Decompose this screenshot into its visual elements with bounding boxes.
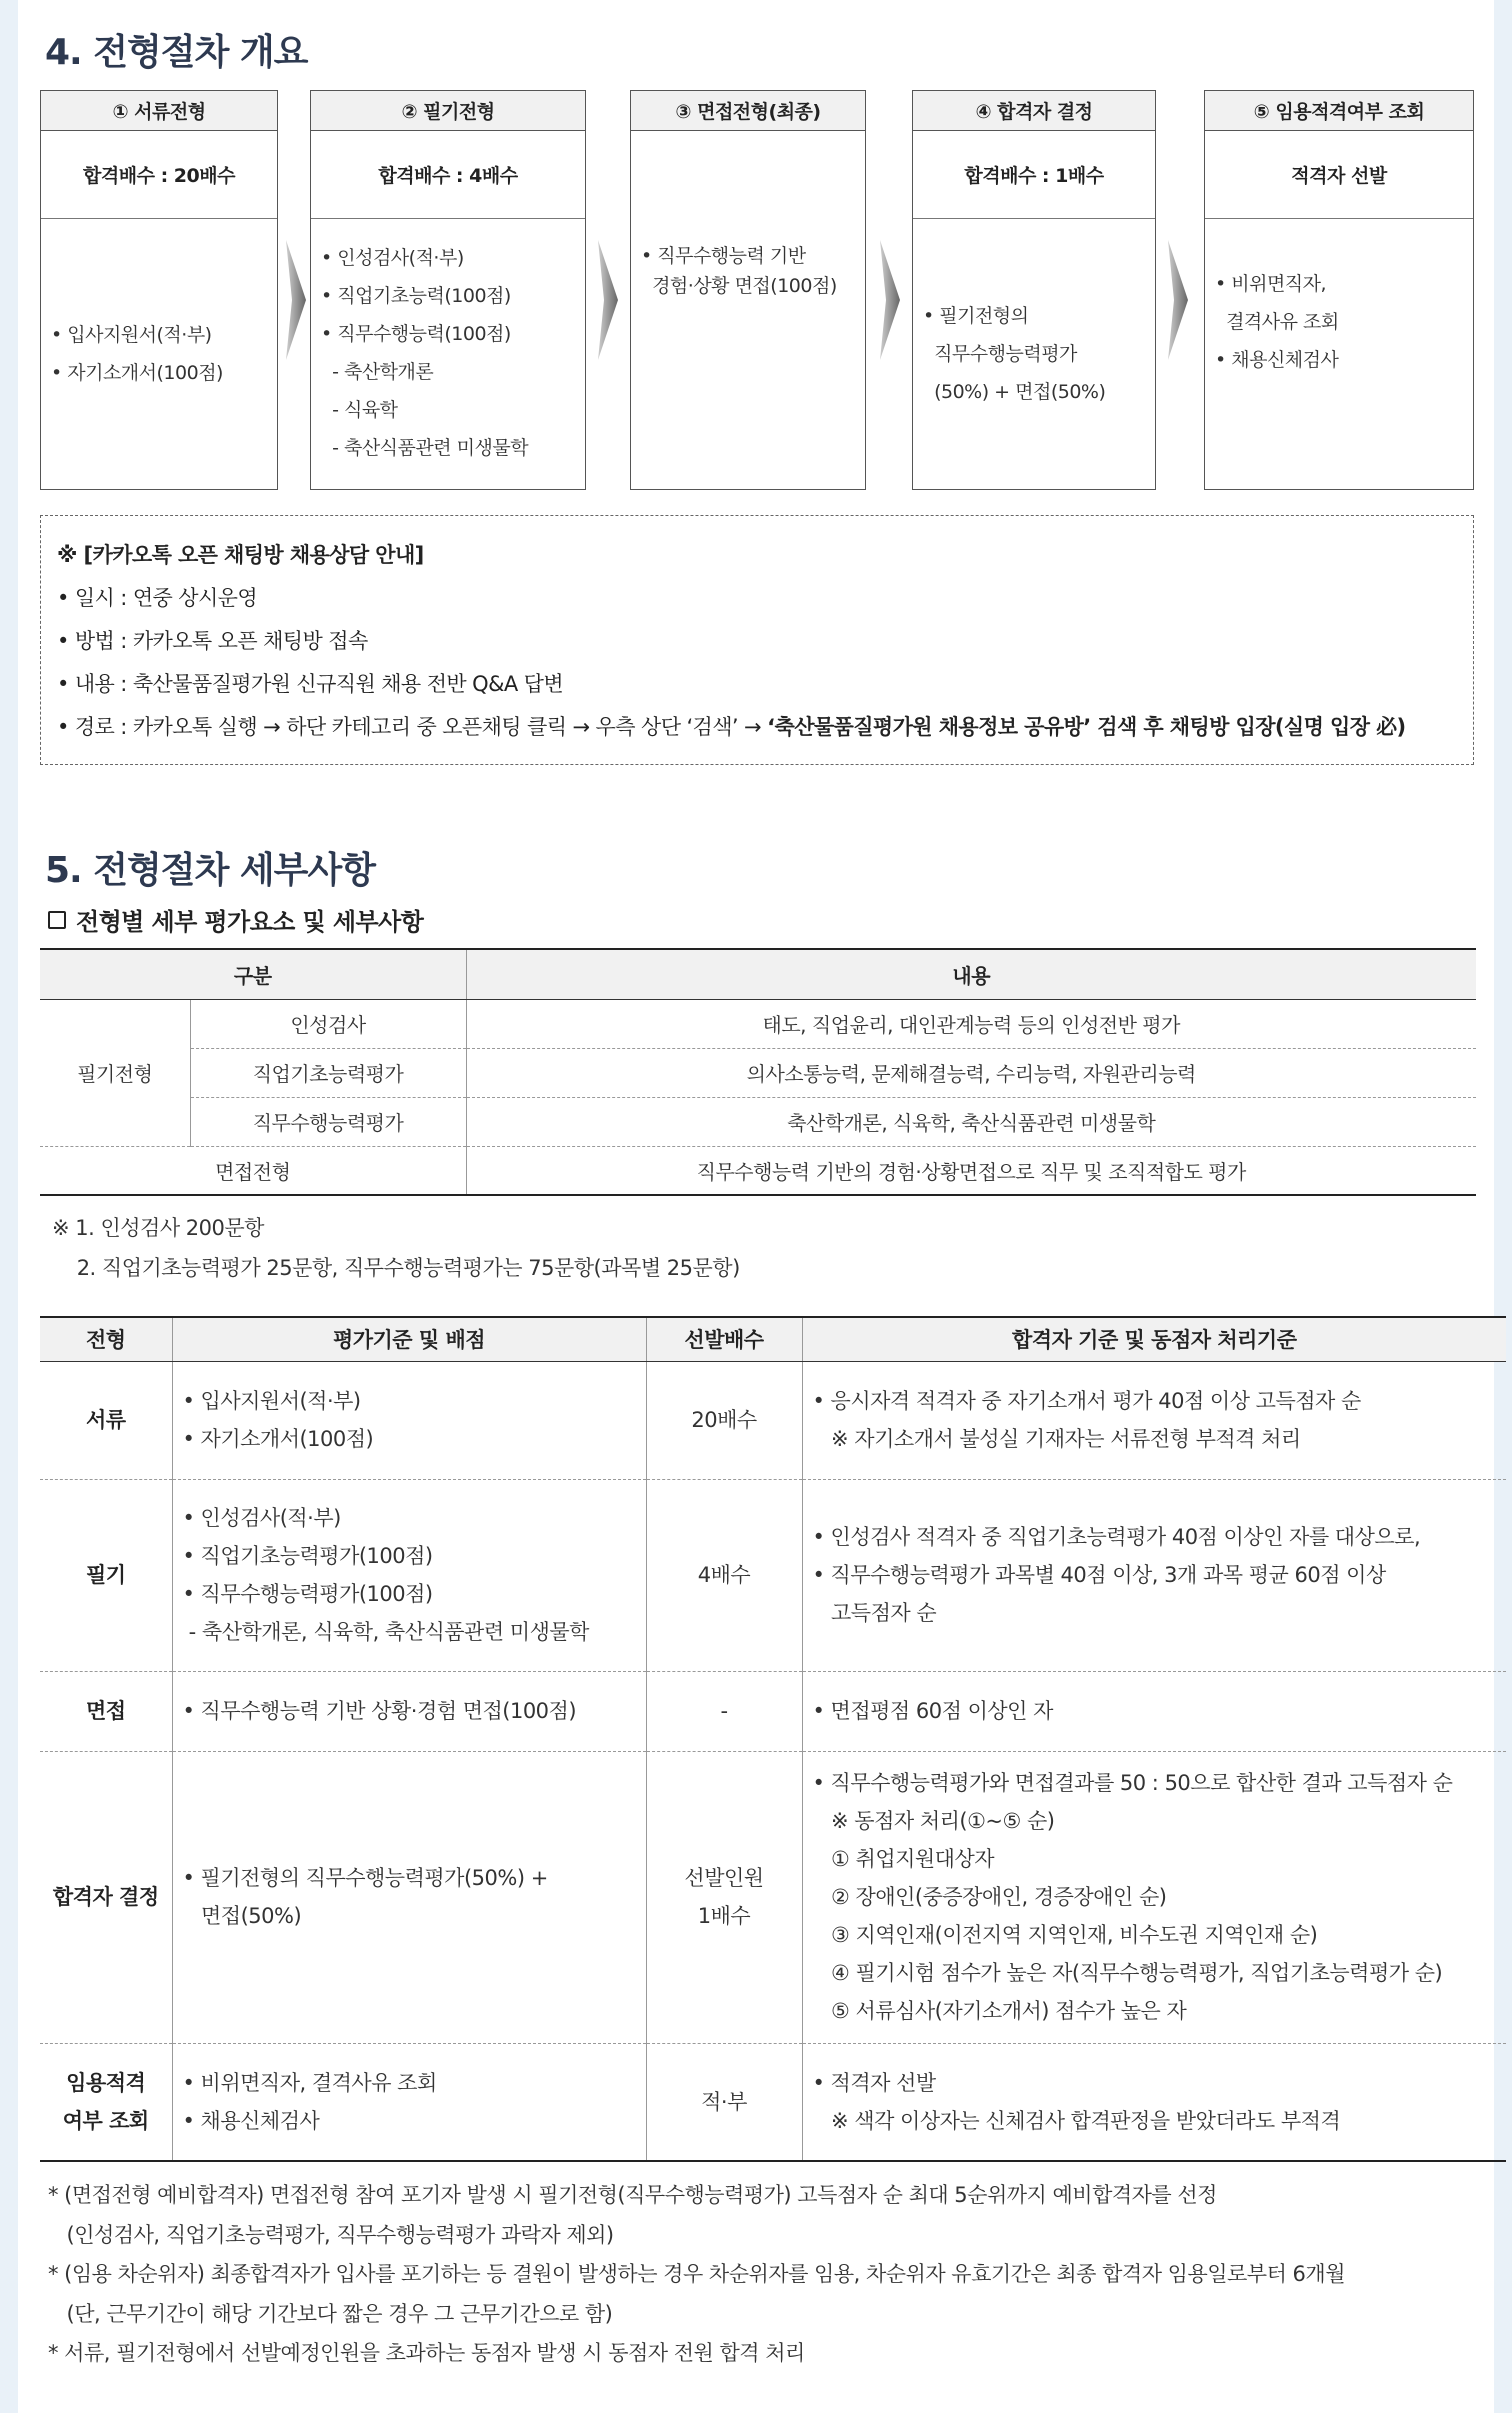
group-written: 필기전형 xyxy=(40,999,190,1146)
step-ratio: 합격배수 : 4배수 xyxy=(311,131,585,219)
step-head: ① 서류전형 xyxy=(41,91,277,131)
step-item: 결격사유 조회 xyxy=(1215,311,1339,333)
stage-cell: 면접 xyxy=(40,1671,172,1751)
kakao-chat-notice xyxy=(40,515,1474,765)
stage-cell: 합격자 결정 xyxy=(40,1751,172,2043)
standard-cell: • 면접평점 60점 이상인 자 xyxy=(802,1671,1506,1751)
stage-cell: 서류 xyxy=(40,1361,172,1479)
section4-title: 4. 전형절차 개요 xyxy=(45,32,308,73)
chevron-right-icon xyxy=(598,240,618,360)
step-item: • 필기전형의 xyxy=(923,305,1029,327)
step-item: • 인성검사(적·부) xyxy=(321,247,464,269)
footnote-line: (인성검사, 직업기초능력평가, 직무수행능력평가 과락자 제외) xyxy=(48,2222,614,2247)
table-row xyxy=(40,1751,1506,2043)
ratio-cell: 4배수 xyxy=(646,1479,802,1671)
step-body xyxy=(41,219,277,489)
table-row xyxy=(40,1097,1476,1146)
square-bullet-icon xyxy=(48,911,66,929)
col-header-content: 내용 xyxy=(466,949,1476,999)
row-content: 직무수행능력 기반의 경험·상황면접으로 직무 및 조직적합도 평가 xyxy=(696,1159,1246,1184)
ratio-cell: - xyxy=(646,1671,802,1751)
step-head: ② 필기전형 xyxy=(311,91,585,131)
notice-what: • 내용 : 축산물품질평가원 신규직원 채용 전반 Q&A 답변 xyxy=(57,672,564,696)
table-row xyxy=(40,999,1476,1048)
step-item: (50%) + 면접(50%) xyxy=(923,381,1106,403)
table-row xyxy=(40,1671,1506,1751)
step-item: 직무수행능력평가 xyxy=(923,343,1077,365)
process-step-1 xyxy=(40,90,278,490)
ratio-cell: 선발인원 1배수 xyxy=(646,1751,802,2043)
step-head: ③ 면접전형(최종) xyxy=(631,91,865,131)
col-header-standard: 합격자 기준 및 동점자 처리기준 xyxy=(802,1317,1506,1361)
col-header-category: 구분 xyxy=(40,949,466,999)
footnote-line: * 서류, 필기전형에서 선발예정인원을 초과하는 동점자 발생 시 동점자 전원 합격 처리 xyxy=(48,2341,805,2365)
step-body xyxy=(1205,219,1473,489)
step-item: • 채용신체검사 xyxy=(1215,349,1339,371)
criteria-cell: • 입사지원서(적·부) • 자기소개서(100점) xyxy=(172,1361,646,1479)
evaluation-element-table xyxy=(40,948,1476,1196)
process-step-5 xyxy=(1204,90,1474,490)
criteria-cell: • 직무수행능력 기반 상황·경험 면접(100점) xyxy=(172,1671,646,1751)
chevron-right-icon xyxy=(286,240,306,360)
table-row xyxy=(40,1479,1506,1671)
section5-subtitle xyxy=(48,902,423,937)
criteria-cell: • 비위면직자, 결격사유 조회 • 채용신체검사 xyxy=(172,2043,646,2161)
table-row xyxy=(40,1361,1506,1479)
criteria-cell: • 필기전형의 직무수행능력평가(50%) + 면접(50%) xyxy=(172,1751,646,2043)
standard-cell: • 응시자격 적격자 중 자기소개서 평가 40점 이상 고득점자 순 ※ 자기소개서 불성실 기재자는 서류전형 부적격 처리 xyxy=(802,1361,1506,1479)
row-content: 축산학개론, 식육학, 축산식품관련 미생물학 xyxy=(466,1097,1476,1146)
step-item: 경험·상황 면접(100점) xyxy=(641,275,837,297)
step-ratio: 합격배수 : 1배수 xyxy=(913,131,1155,219)
row-content: 태도, 직업윤리, 대인관계능력 등의 인성전반 평가 xyxy=(466,999,1476,1048)
footnotes xyxy=(48,2176,1345,2374)
process-step-3 xyxy=(630,90,866,490)
table-row xyxy=(40,2043,1506,2161)
col-header-stage: 전형 xyxy=(40,1317,172,1361)
section5-title: 5. 전형절차 세부사항 xyxy=(45,850,375,891)
footnote-line: (단, 근무기간이 해당 기간보다 짧은 경우 그 근무기간으로 함) xyxy=(48,2301,613,2326)
standard-cell: • 인성검사 적격자 중 직업기초능력평가 40점 이상인 자를 대상으로, • 직무수행능력평가 과목별 40점 이상, 3개 과목 평균 60점 이상 고득점자 순 xyxy=(802,1479,1506,1671)
notice-when: • 일시 : 연중 상시운영 xyxy=(57,586,258,610)
row-item: 직업기초능력평가 xyxy=(190,1048,466,1097)
table-row xyxy=(40,1048,1476,1097)
standard-cell: • 직무수행능력평가와 면접결과를 50 : 50으로 합산한 결과 고득점자 순 ※ 동점자 처리(①~⑤ 순) ① 취업지원대상자 ② 장애인(중증장애인, 경증장애인 순) ③ 지역인재(이전지역 지역인재, 비수도권 지역인재 순) ④ 필기시험 점수가 높은 자(직무수행능력평가, 직업기초능력평가 순) ⑤ 서류심사(자기소개서) 점수가 높은 자 xyxy=(802,1751,1506,2043)
footnote-line: * (임용 차순위자) 최종합격자가 입사를 포기하는 등 결원이 발생하는 경우 차순위자를 임용, 차순위자 유효기간은 최종 합격자 임용일로부터 6개월 xyxy=(48,2262,1345,2286)
process-step-4 xyxy=(912,90,1156,490)
notice-how: • 방법 : 카카오톡 오픈 채팅방 접속 xyxy=(57,629,368,653)
row-content: 의사소통능력, 문제해결능력, 수리능력, 자원관리능력 xyxy=(466,1048,1476,1097)
standard-cell: • 적격자 선발 ※ 색각 이상자는 신체검사 합격판정을 받았더라도 부적격 xyxy=(812,2070,1341,2133)
ratio-cell: 20배수 xyxy=(646,1361,802,1479)
page xyxy=(18,0,1494,2413)
step-item: - 축산식품관련 미생물학 xyxy=(321,437,529,459)
step-body xyxy=(913,219,1155,489)
chevron-right-icon xyxy=(880,240,900,360)
step-item: • 자기소개서(100점) xyxy=(51,362,223,384)
step-item: • 직업기초능력(100점) xyxy=(321,285,511,307)
criteria-cell: • 인성검사(적·부) • 직업기초능력평가(100점) • 직무수행능력평가(100점) - 축산학개론, 식육학, 축산식품관련 미생물학 xyxy=(172,1479,646,1671)
process-step-2 xyxy=(310,90,586,490)
note-line: 2. 직업기초능력평가 25문항, 직무수행능력평가는 75문항(과목별 25문항) xyxy=(52,1256,740,1280)
row-item: 면접전형 xyxy=(40,1146,466,1195)
stage-cell: 임용적격 여부 조회 xyxy=(40,2043,172,2161)
ratio-cell: 적·부 xyxy=(646,2043,802,2161)
table-row xyxy=(40,1146,1476,1195)
chevron-right-icon xyxy=(1168,240,1188,360)
step-item: - 식육학 xyxy=(321,399,398,421)
subtitle-text: 전형별 세부 평가요소 및 세부사항 xyxy=(76,908,424,936)
step-item: - 축산학개론 xyxy=(321,361,434,383)
row-item: 인성검사 xyxy=(190,999,466,1048)
step-head: ⑤ 임용적격여부 조회 xyxy=(1205,91,1473,131)
notice-title: ※ [카카오톡 오픈 채팅방 채용상담 안내] xyxy=(57,543,424,567)
selection-criteria-table xyxy=(40,1316,1506,2162)
step-head: ④ 합격자 결정 xyxy=(913,91,1155,131)
row-item: 직무수행능력평가 xyxy=(190,1097,466,1146)
col-header-ratio: 선발배수 xyxy=(646,1317,802,1361)
step-item: • 직무수행능력 기반 xyxy=(641,245,806,267)
table1-notes xyxy=(52,1208,740,1288)
step-ratio: 적격자 선발 xyxy=(1205,131,1473,219)
notice-route: • 경로 : 카카오톡 실행 → 하단 카테고리 중 오픈채팅 클릭 → 우측 상단 ‘검색’ → ‘축산물품질평가원 채용정보 공유방’ 검색 후 채팅방 입장(실명 입장 必) xyxy=(57,715,1406,739)
step-ratio: 합격배수 : 20배수 xyxy=(41,131,277,219)
footnote-line: * (면접전형 예비합격자) 면접전형 참여 포기자 발생 시 필기전형(직무수행능력평가) 고득점자 순 최대 5순위까지 예비합격자를 선정 xyxy=(48,2183,1217,2207)
step-item: • 직무수행능력(100점) xyxy=(321,323,511,345)
stage-cell: 필기 xyxy=(40,1479,172,1671)
step-item: • 비위면직자, xyxy=(1215,273,1327,295)
col-header-criteria: 평가기준 및 배점 xyxy=(172,1317,646,1361)
step-body xyxy=(311,219,585,489)
step-item: • 입사지원서(적·부) xyxy=(51,324,212,346)
step-body xyxy=(631,131,865,489)
note-line: ※ 1. 인성검사 200문항 xyxy=(52,1216,264,1240)
